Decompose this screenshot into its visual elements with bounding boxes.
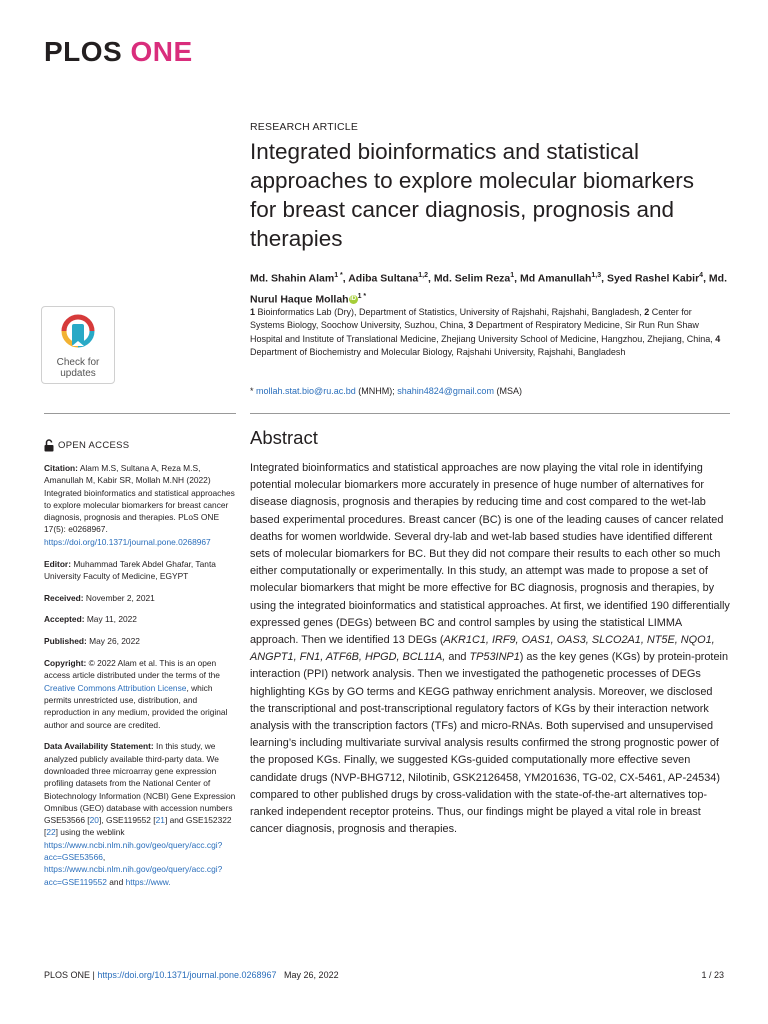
orcid-icon[interactable]: iD bbox=[350, 295, 357, 302]
author-affiliation-sup: 1 * bbox=[334, 272, 343, 279]
author-affiliation-sup: 1 * bbox=[357, 292, 367, 300]
data-availability-text: ] using the weblink bbox=[55, 827, 125, 838]
accepted-block bbox=[44, 613, 236, 625]
article-sidebar bbox=[44, 462, 236, 897]
abstract-heading: Abstract bbox=[250, 427, 318, 448]
check-updates-line1: Check for bbox=[56, 357, 100, 368]
author-affiliation-sup: 4 bbox=[699, 272, 704, 279]
correspondence bbox=[250, 385, 728, 398]
accepted-label: Accepted: bbox=[44, 614, 85, 625]
logo-one-text: ONE bbox=[130, 36, 193, 67]
author-name[interactable]: Syed Rashel Kabir bbox=[606, 272, 700, 285]
reference-link[interactable]: 21 bbox=[155, 815, 165, 826]
affiliation-number: 1 bbox=[250, 307, 256, 317]
author-affiliation-sup: 1,3 bbox=[591, 272, 602, 279]
copyright-label: Copyright: bbox=[44, 658, 87, 669]
data-availability-label: Data Availability Statement: bbox=[44, 741, 154, 752]
gene-name: TP53INP1 bbox=[469, 651, 520, 664]
divider bbox=[250, 413, 730, 414]
check-for-updates-icon bbox=[61, 314, 95, 354]
abstract-text-part: Integrated bioinformatics and statistical approaches are now playing the vital role in identifying potential molecular biomarkers more accurately in presence of huge number of alternatives for disease diagnosis, prognosis and therapies by reducing time and cost compared to the wet-lab based experimental procedures. Breast cancer (BC) is one of the leading causes of cancer related deaths for women worldwide. Several dry-lab and wet-lab based studies have identified different sets of molecular biomarkers for BC. But they did not compare their results to each other so much either computationally or experimentally. In this study, an attempt was made to propose a set of molecular biomarkers that might be more effective for BC diagnosis, prognosis and therapies, by using the integrated bioinformatics and statistical approaches. At first, we identified 190 differentially expressed genes (DEGs) between BC and control samples by using the statistical LIMMA approach. Then we identified 13 DEGs ( bbox=[250, 462, 730, 647]
editor-text: Muhammad Tarek Abdel Ghafar, Tanta University Faculty of Medicine, EGYPT bbox=[44, 558, 216, 581]
affiliation-list bbox=[250, 306, 728, 359]
article-title: Integrated bioinformatics and statistical approaches to explore molecular biomarkers for breast cancer diagnosis, prognosis and therapies bbox=[250, 139, 694, 251]
copyright-text: , which permits unrestricted use, distribution, and reproduction in any medium, provided the original author and source are credited. bbox=[44, 682, 228, 730]
affiliation-number: 3 bbox=[468, 320, 474, 331]
received-label: Received: bbox=[44, 592, 84, 603]
editor-block bbox=[44, 558, 236, 583]
author-affiliation-sup: 1 bbox=[510, 272, 515, 279]
published-label: Published: bbox=[44, 636, 87, 647]
geo-link[interactable]: https://www.ncbi.nlm.nih.gov/geo/query/acc.cgi?acc=GSE119552 bbox=[44, 864, 223, 887]
check-updates-line2: updates bbox=[60, 368, 96, 379]
copyright-text: © 2022 Alam et al. This is an open access article distributed under the terms of the bbox=[44, 658, 220, 681]
editor-label: Editor: bbox=[44, 558, 71, 569]
page-number: 1 / 23 bbox=[701, 970, 724, 980]
citation-block bbox=[44, 462, 236, 548]
author-name[interactable]: Md. Nurul Haque Mollah bbox=[250, 272, 727, 305]
correspondence-star: * bbox=[250, 386, 254, 396]
footer-date: May 26, 2022 bbox=[284, 970, 339, 980]
published-date: May 26, 2022 bbox=[89, 636, 140, 647]
reference-link[interactable]: 20 bbox=[89, 815, 99, 826]
geo-link[interactable]: https://www. bbox=[125, 876, 171, 887]
affiliation-number: 4 bbox=[715, 333, 721, 344]
affiliation-text: Bioinformatics Lab (Dry), Department of Statistics, University of Rajshahi, Rajshahi, Bangladesh, bbox=[257, 307, 642, 317]
affiliation-text: Department of Biochemistry and Molecular Biology, Rajshahi University, Rajshahi, Bangladesh bbox=[250, 346, 626, 357]
author-name[interactable]: Md Amanullah bbox=[520, 272, 592, 285]
author-list: Md. Shahin Alam$^{1 *}$, Adiba Sultana$^{1,2}$, Md. Selim Reza$^1$, Md Amanullah$^{1,3}$, Syed Rashel Kabir$^4$, Md. Nurul Haque Mollah iD $^{1 *}$ bbox=[250, 272, 727, 305]
data-availability-block bbox=[44, 740, 236, 888]
citation-text: Alam M.S, Sultana A, Reza M.S, Amanullah M, Kabir SR, Mollah M.NH (2022) Integrated bioinformatics and statistical approaches to explore molecular biomarkers for breast cancer diagnosis, prognosis and therapies. PLoS ONE 17(5): e0268967. bbox=[44, 463, 235, 535]
open-access-label[interactable] bbox=[44, 439, 129, 452]
author-name[interactable]: Md. Shahin Alam bbox=[250, 272, 335, 285]
email-link-shahin[interactable]: shahin4824@gmail.com bbox=[397, 386, 494, 396]
correspondence-initials: (MSA) bbox=[496, 386, 522, 396]
received-date: November 2, 2021 bbox=[85, 592, 155, 603]
check-for-updates-badge[interactable] bbox=[41, 306, 115, 384]
gene-list: AKR1C1, IRF9, OAS1, OAS3, SLCO2A1, NT5E, NQO1, ANGPT1, FN1, ATF6B, HPGD, BCL11A, bbox=[250, 634, 715, 664]
footer-journal: PLOS ONE | bbox=[44, 970, 95, 980]
data-availability-text: ], GSE119552 [ bbox=[98, 815, 156, 826]
citation-label: Citation: bbox=[44, 463, 78, 473]
data-availability-text: ] and GSE152322 [ bbox=[44, 815, 232, 838]
logo-plos-text: PLOS bbox=[44, 36, 123, 67]
author-affiliation-sup: 1,2 bbox=[418, 272, 428, 279]
data-availability-text: , bbox=[102, 852, 106, 863]
data-availability-text: and bbox=[109, 876, 124, 887]
abstract-text-part: and bbox=[448, 651, 467, 664]
copyright-block bbox=[44, 657, 236, 731]
affiliation-number: 2 bbox=[644, 307, 650, 317]
abstract-text-part: ) as the key genes (KGs) by protein-protein interaction (PPI) network analysis. Then we investigated the pathogenetic processes of DEGs highlighting KGs by GO terms and KEGG pathway enrichment analysis. Moreover, we disclosed the transcriptional and post-transcriptional regulatory factors of KGs by their interaction network analysis with the transcription factors (TFs) and micro-RNAs. Both supervised and unsupervised learning’s including multivariate survival analysis results confirmed the strong prognostic power of the proposed KGs. Finally, we suggested KGs-guided computationally more effective seven candidate drugs (NVP-BHG712, Nilotinib, GSK2126458, YM201636, TG-02, CX-5461, AP-24534) compared to other published drugs by cross-validation with the state-of-the-art alternatives top-ranked independent receptor proteins. Thus, our findings might be played a vital role in breast cancer diagnosis, prognosis and therapies. bbox=[250, 651, 728, 836]
affiliation-text: Department of Respiratory Medicine, Sir Run Run Shaw Hospital and Institute of Translational Medicine, Zhejiang University School of Medicine, Hangzhou, Zhejiang, China, bbox=[250, 320, 713, 344]
open-access-text: OPEN ACCESS bbox=[58, 440, 130, 451]
published-block bbox=[44, 635, 236, 647]
received-block bbox=[44, 592, 236, 604]
geo-link[interactable]: https://www.ncbi.nlm.nih.gov/geo/query/acc.cgi?acc=GSE53566 bbox=[44, 839, 223, 863]
email-link-mollah[interactable]: mollah.stat.bio@ru.ac.bd bbox=[256, 386, 356, 396]
license-link[interactable]: Creative Commons Attribution License bbox=[44, 682, 187, 693]
article-type: RESEARCH ARTICLE bbox=[250, 121, 359, 133]
citation-doi-link[interactable]: https://doi.org/10.1371/journal.pone.0268967 bbox=[44, 536, 211, 547]
accepted-date: May 11, 2022 bbox=[86, 614, 137, 625]
reference-link[interactable]: 22 bbox=[46, 827, 56, 838]
open-lock-icon bbox=[44, 439, 54, 452]
correspondence-initials: (MNHM); bbox=[358, 386, 395, 396]
journal-logo[interactable] bbox=[44, 38, 193, 66]
data-availability-text: In this study, we analyzed publicly available third-party data. We downloaded three microarray gene expression profiling datasets from the National Center of Biotechnology Information (NCBI) Gene Expression Omnibus (GEO) database with accession numbers GSE53566 [ bbox=[44, 741, 236, 826]
page-footer bbox=[44, 969, 724, 981]
author-name[interactable]: Adiba Sultana bbox=[348, 272, 419, 285]
footer-doi-link[interactable]: https://doi.org/10.1371/journal.pone.0268967 bbox=[97, 970, 277, 980]
author-name[interactable]: Md. Selim Reza bbox=[433, 272, 511, 285]
divider bbox=[44, 413, 236, 414]
affiliation-text: Center for Systems Biology, Soochow University, Suzhou, China, bbox=[250, 307, 692, 331]
abstract-text bbox=[250, 460, 730, 838]
